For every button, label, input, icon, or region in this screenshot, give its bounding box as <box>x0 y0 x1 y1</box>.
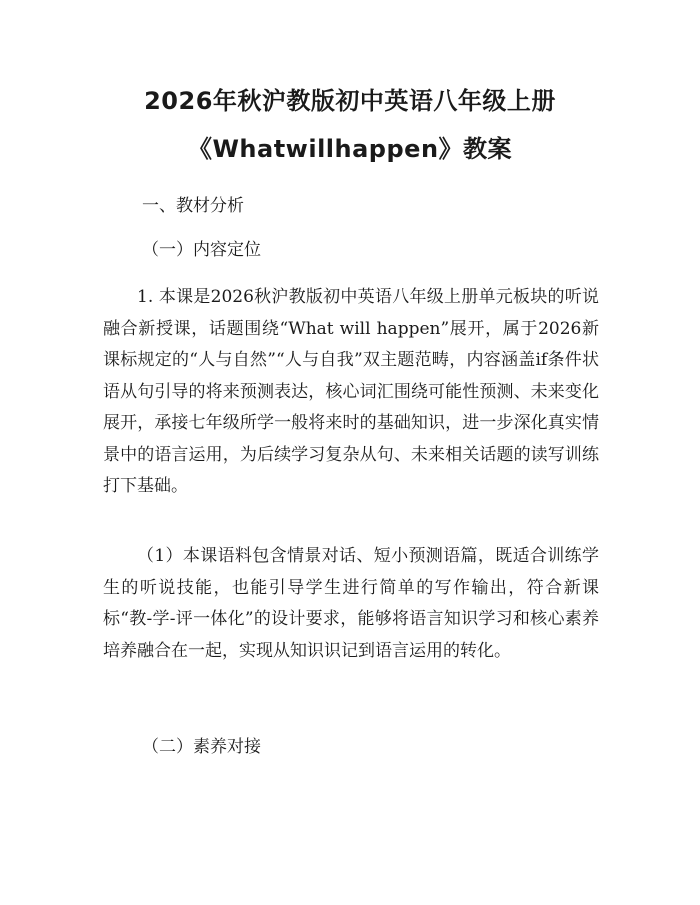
document-title-line-2: 《Whatwillhappen》教案 <box>187 135 513 163</box>
subsection-heading-literacy-alignment: （二）素养对接 <box>142 737 261 757</box>
paragraph-materials: （1）本课语料包含情景对话、短小预测语篇，既适合训练学生的听说技能，也能引导学生进行简单的写作输出，符合新课标“教-学-评一体化”的设计要求，能够将语言知识学习和核心素养培养融合在一起，实现从知识识记到语言运用的转化。 <box>103 546 599 661</box>
paragraph-content-positioning: 1. 本课是2026秋沪教版初中英语八年级上册单元板块的听说融合新授课，话题围绕“What will happen”展开，属于2026新课标规定的“人与自然”“人与自我”双主题范畴，内容涵盖if条件状语从句引导的将来预测表达，核心词汇围绕可能性预测、未来变化展开，承接七年级所学一般将来时的基础知识，进一步深化真实情景中的语言运用，为后续学习复杂从句、未来相关话题的读写训练打下基础。 <box>103 287 599 496</box>
document-title-line-1: 2026年秋沪教版初中英语八年级上册 <box>144 87 556 115</box>
section-heading-textbook-analysis: 一、教材分析 <box>142 196 244 216</box>
subsection-heading-content-positioning: （一）内容定位 <box>142 240 261 260</box>
